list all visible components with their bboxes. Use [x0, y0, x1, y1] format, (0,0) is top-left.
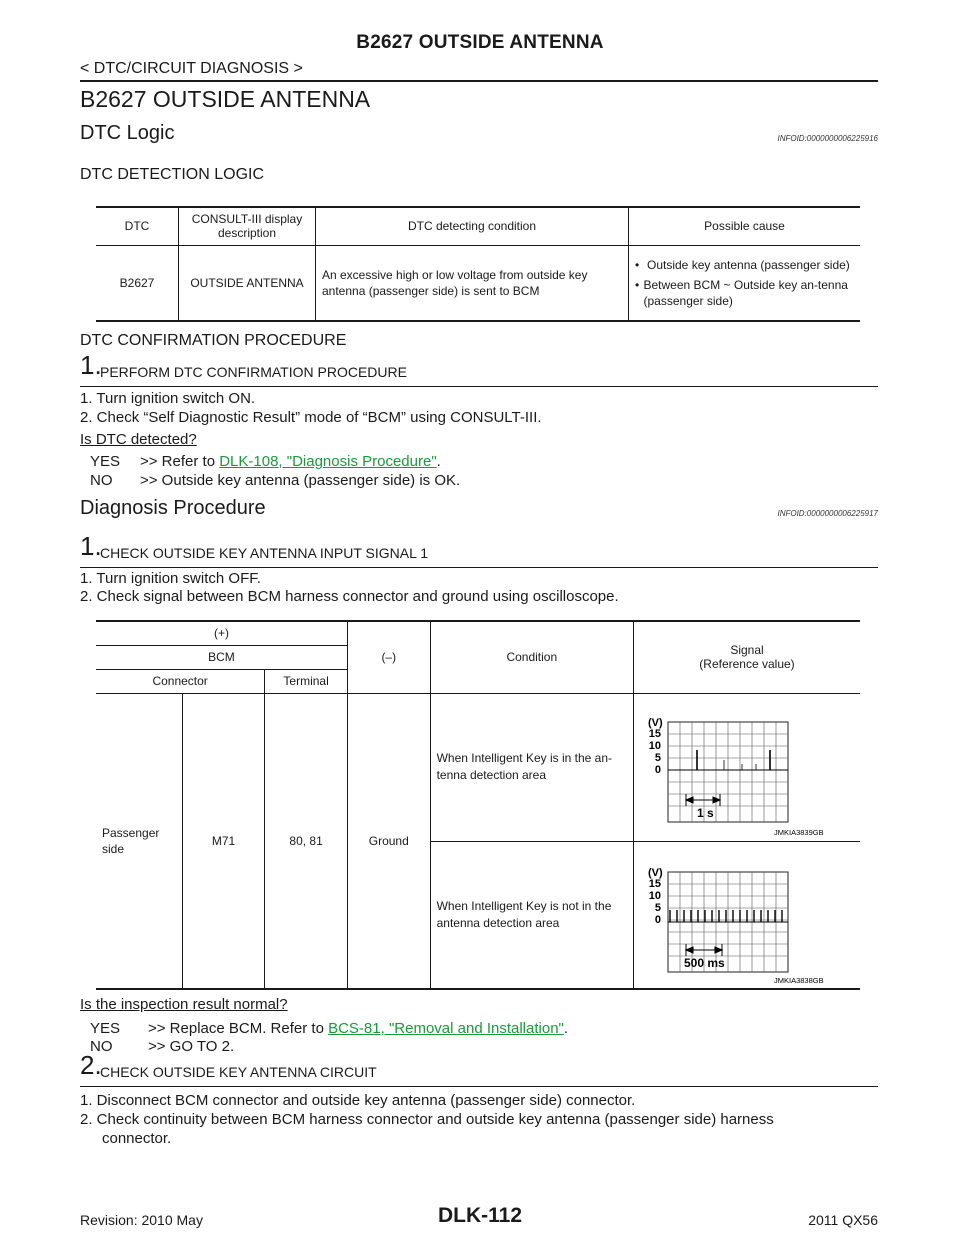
col-condition: DTC detecting condition [316, 207, 629, 245]
figure-code: JMKIA3839GB [774, 828, 824, 837]
volt-tick: 0 [654, 764, 661, 776]
breadcrumb: < DTC/CIRCUIT DIAGNOSIS > [80, 60, 303, 77]
step-title: CHECK OUTSIDE KEY ANTENNA CIRCUIT [100, 1064, 377, 1080]
question: Is DTC detected? [80, 431, 197, 448]
info-id: INFOID:0000000006225917 [777, 509, 878, 518]
yes-result: >> Replace BCM. Refer to BCS-81, "Removal and Installation". [148, 1020, 569, 1037]
step-header [80, 350, 878, 387]
figure-code: JMKIA3838GB [774, 975, 824, 985]
volt-tick: 10 [648, 740, 661, 752]
dtc-logic-heading: DTC Logic [80, 122, 175, 144]
step-number: 1. [80, 350, 102, 380]
waveform-cell [634, 693, 861, 841]
dtc-condition: An excessive high or low voltage from outside key antenna (passenger side) is sent to BCM [316, 245, 629, 321]
signal-table [96, 620, 860, 990]
plus-header: (+) [96, 621, 347, 645]
volt-unit: (V) [648, 717, 663, 729]
dtc-display: OUTSIDE ANTENNA [179, 245, 316, 321]
ground-cell: Ground [347, 693, 430, 989]
volt-tick: 10 [648, 889, 661, 902]
question: Is the inspection result normal? [80, 996, 288, 1013]
col-cause: Possible cause [704, 219, 785, 234]
step-item-cont: connector. [102, 1130, 172, 1147]
bcm-header: BCM [96, 645, 347, 669]
signal-header: Signal (Reference value) [634, 621, 861, 693]
detection-logic-heading: DTC DETECTION LOGIC [80, 166, 265, 183]
volt-tick: 15 [648, 728, 661, 740]
step-header [80, 531, 878, 568]
page-number: DLK-112 [437, 1204, 523, 1227]
dtc-logic-table [96, 206, 860, 322]
step-title: PERFORM DTC CONFIRMATION PROCEDURE [100, 364, 407, 380]
info-id: INFOID:0000000006225916 [777, 134, 878, 143]
condition-cell: When Intelligent Key is in the an-tenna detection area [430, 693, 633, 841]
step-number: 1. [80, 531, 102, 561]
col-display: CONSULT-III display description [179, 207, 316, 245]
yes-label: YES [90, 453, 121, 470]
confirmation-heading: DTC CONFIRMATION PROCEDURE [80, 332, 347, 349]
time-scale: 500 ms [684, 955, 725, 970]
dtc-code: B2627 [96, 245, 179, 321]
waveform-500ms [634, 842, 860, 988]
model: 2011 QX56 [808, 1212, 878, 1228]
terminal-header: Terminal [265, 669, 348, 693]
step-item: 2. Check signal between BCM harness connector and ground using oscilloscope. [80, 588, 619, 605]
no-result: >> GO TO 2. [148, 1038, 235, 1055]
condition-header: Condition [430, 621, 633, 693]
condition-cell: When Intelligent Key is not in the antenna detection area [430, 841, 633, 989]
waveform-cell [634, 841, 861, 989]
connector-header: Connector [96, 669, 265, 693]
time-marker [686, 794, 720, 806]
no-result: >> Outside key antenna (passenger side) is OK. [140, 472, 461, 489]
step-item: 2. Check continuity between BCM harness connector and outside key antenna (passenger side) harness [80, 1111, 774, 1128]
volt-tick: 5 [654, 752, 661, 764]
header-divider [80, 80, 878, 82]
yes-result: >> Refer to DLK-108, "Diagnosis Procedure". [140, 453, 441, 470]
section-title: B2627 OUTSIDE ANTENNA [80, 86, 371, 112]
diagnosis-heading: Diagnosis Procedure [80, 497, 266, 519]
removal-installation-link[interactable]: BCS-81, "Removal and Installation" [328, 1020, 564, 1037]
dtc-causes [629, 245, 861, 321]
step-item: 1. Disconnect BCM connector and outside key antenna (passenger side) connector. [80, 1092, 636, 1109]
step-number: 2. [80, 1050, 102, 1080]
step-item: 2. Check “Self Diagnostic Result” mode of “BCM” using CONSULT-III. [80, 409, 542, 426]
no-label: NO [90, 472, 113, 489]
col-dtc: DTC [96, 207, 179, 245]
cause-item: • Between BCM ~ Outside key an-tenna (passenger side) [635, 277, 848, 308]
step-item: 1. Turn ignition switch OFF. [80, 570, 261, 587]
terminal-cell: 80, 81 [265, 693, 348, 989]
step-title: CHECK OUTSIDE KEY ANTENNA INPUT SIGNAL 1 [100, 545, 429, 561]
time-scale: 1 s [697, 806, 714, 820]
step-header [80, 1050, 878, 1087]
no-label: NO [90, 1038, 113, 1055]
volt-tick: 15 [648, 877, 661, 890]
connector-cell: M71 [182, 693, 264, 989]
step-item: 1. Turn ignition switch ON. [80, 390, 256, 407]
cause-item: • Outside key antenna (passenger side) [635, 257, 850, 272]
yes-label: YES [90, 1020, 121, 1037]
volt-unit: (V) [648, 866, 663, 879]
volt-tick: 5 [654, 901, 661, 914]
diagnosis-procedure-link[interactable]: DLK-108, "Diagnosis Procedure" [219, 453, 437, 470]
side-cell: Passenger side [96, 693, 182, 989]
minus-header: (–) [347, 621, 430, 693]
revision: Revision: 2010 May [80, 1212, 203, 1228]
volt-tick: 0 [654, 913, 661, 926]
page-title: B2627 OUTSIDE ANTENNA [356, 32, 604, 53]
waveform-1s [634, 694, 860, 840]
